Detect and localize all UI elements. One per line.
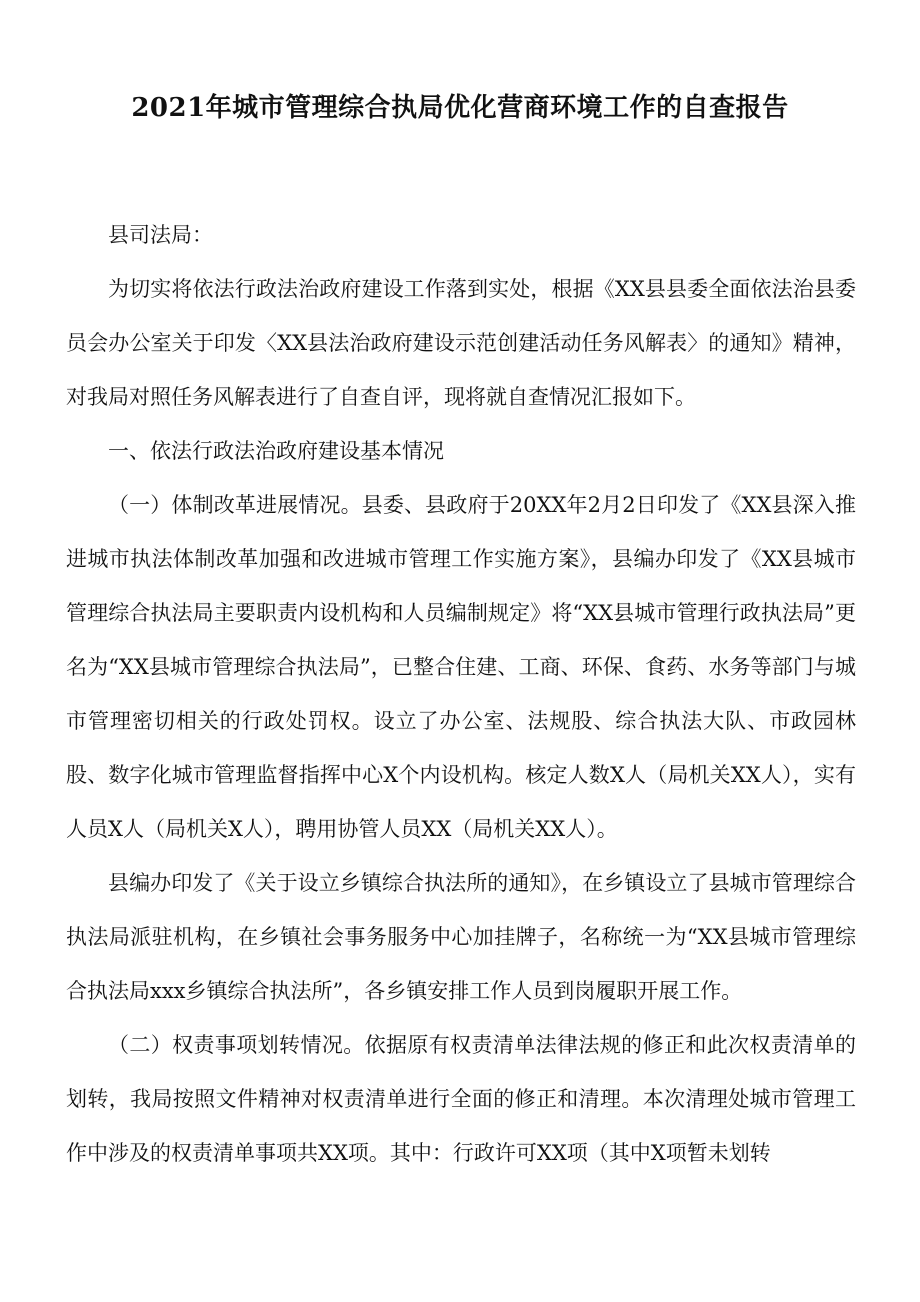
- document-body: [66, 208, 856, 1180]
- section-heading-1: 一、依法行政法治政府建设基本情况: [108, 439, 444, 463]
- salutation: 县司法局：: [108, 223, 213, 247]
- paragraph-system-reform: （一）体制改革进展情况。县委、县政府于20XX年2月2日印发了《XX县深入推进城市执法体制改革加强和改进城市管理工作实施方案》，县编办印发了《XX县城市管理综合执法局主要职责内设机构和人员编制规定》将“XX县城市管理行政执法局”更名为“XX县城市管理综合执法局”，已整合住建、工商、环保、食药、水务等部门与城市管理密切相关的行政处罚权。设立了办公室、法规股、综合执法大队、市政园林股、数字化城市管理监督指挥中心X个内设机构。核定人数X人（局机关XX人），实有人员X人（局机关X人），聘用协管人员XX（局机关XX人）。: [66, 493, 856, 841]
- paragraph-intro: 为切实将依法行政法治政府建设工作落到实处，根据《XX县县委全面依法治县委员会办公室关于印发〈XX县法治政府建设示范创建活动任务风解表〉的通知》精神，对我局对照任务风解表进行了自查自评，现将就自查情况汇报如下。: [66, 277, 856, 409]
- document-title: 2021年城市管理综合执局优化营商环境工作的自查报告: [131, 93, 789, 123]
- paragraph-power-transfer: （二）权责事项划转情况。依据原有权责清单法律法规的修正和此次权责清单的划转，我局按照文件精神对权责清单进行全面的修正和清理。本次清理处城市管理工作中涉及的权责清单事项共XX项。其中：行政许可XX项（其中X项暂未划转: [66, 1033, 856, 1165]
- paragraph-township-office: 县编办印发了《关于设立乡镇综合执法所的通知》，在乡镇设立了县城市管理综合执法局派驻机构，在乡镇社会事务服务中心加挂牌子，名称统一为“XX县城市管理综合执法局xxx乡镇综合执法所”，各乡镇安排工作人员到岗履职开展工作。: [66, 871, 856, 1003]
